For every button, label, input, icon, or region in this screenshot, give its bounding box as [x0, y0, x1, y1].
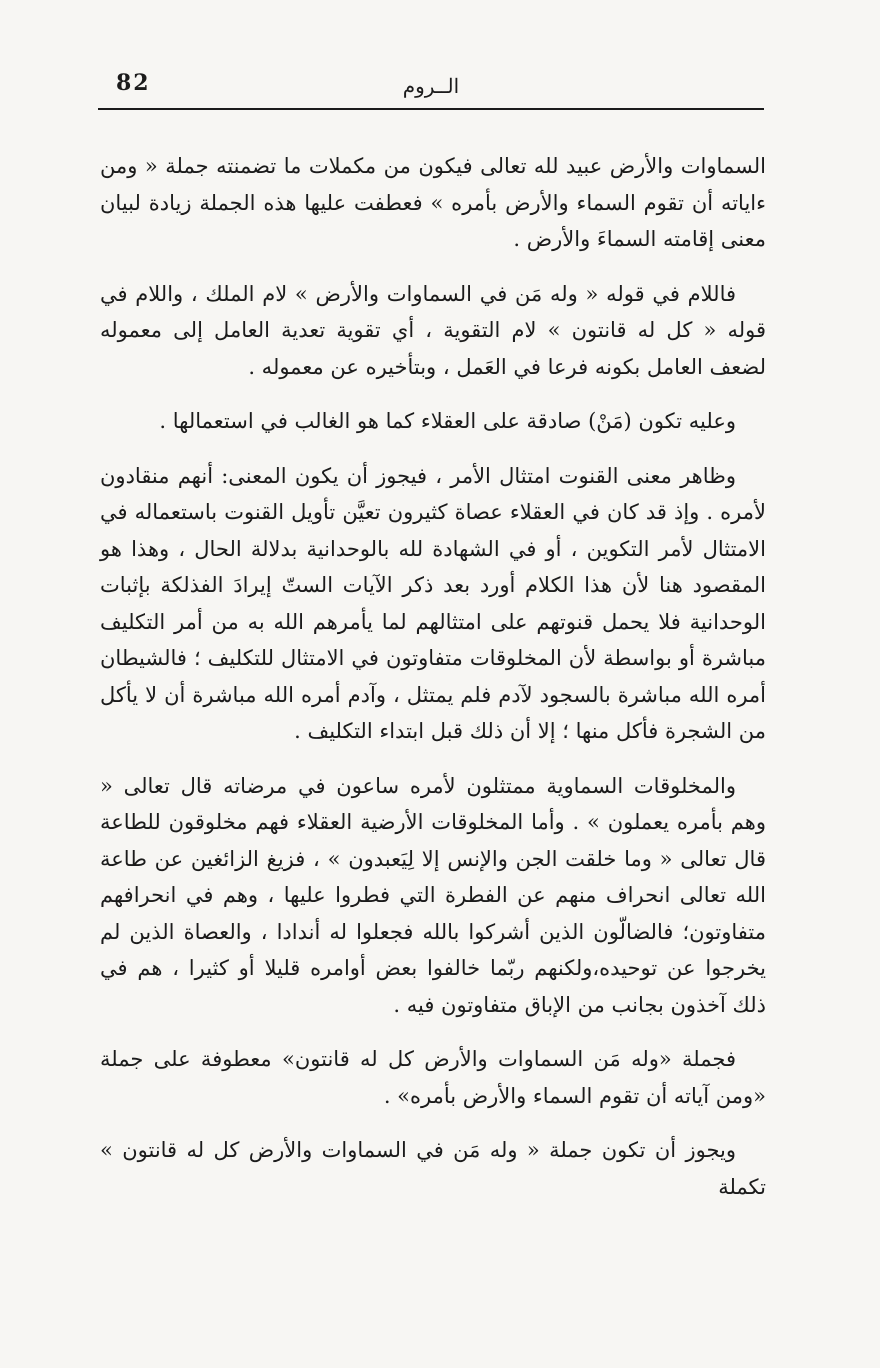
page-number: 82 [116, 70, 151, 96]
body-text [100, 148, 766, 1205]
paragraph-1: السماوات والأرض عبيد لله تعالى فيكون من مكملات ما تضمنته جملة « ومن ءاياته أن تقوم السماء والأرض بأمره » فعطفت عليها هذه الجملة زيادة لبيان معنى إقامته السماءَ والأرض . [100, 154, 766, 251]
paragraph-6: فجملة «وله مَن السماوات والأرض كل له قانتون» معطوفة على جملة «ومن آياته أن تقوم السماء والأرض بأمره» . [100, 1047, 766, 1108]
paragraph-2: فاللام في قوله « وله مَن في السماوات والأرض » لام الملك ، واللام في قوله « كل له قانتون » لام التقوية ، أي تقوية تعدية العامل إلى معموله لضعف العامل بكونه فرعا في العَمل ، وبتأخيره عن معموله . [100, 281, 766, 379]
header-rule [98, 108, 764, 110]
paragraph-5: والمخلوقات السماوية ممتثلون لأمره ساعون في مرضاته قال تعالى « وهم بأمره يعملون » . وأما المخلوقات الأرضية العقلاء فهم مخلوقون للطاعة قال تعالى « وما خلقت الجن والإنس إلا لِيَعبدون » ، فزيغ الزائغين عن طاعة الله تعالى انحراف منهم عن الفطرة التي فطروا عليها ، وهم في انحرافهم متفاوتون؛ فالضالّون الذين أشركوا بالله فجعلوا له أندادا ، والعصاة الذين لم يخرجوا عن توحيده،ولكنهم ربّما خالفوا بعض أوامره قليلا أو كثيرا ، هم في ذلك آخذون بجانب من الإباق متفاوتون فيه . [100, 773, 766, 1017]
running-title: الــروم [402, 74, 460, 98]
paragraph-7: ويجوز أن تكون جملة « وله مَن في السماوات والأرض كل له قانتون » تكملة [100, 1138, 766, 1199]
paragraph-4: وظاهر معنى القنوت امتثال الأمر ، فيجوز أن يكون المعنى: أنهم منقادون لأمره . وإذ قد كان في العقلاء عصاة كثيرون تعيَّن تأويل القنوت باستعماله في الامتثال لأمر التكوين ، أو في الشهادة لله بالوحدانية بدلالة الحال ، وهذا هو المقصود هنا لأن هذا الكلام أورد بعد ذكر الآيات الستّ إيرادَ الفذلكة بإثبات الوحدانية فلا يحمل قنوتهم على امتثالهم لما يأمرهم الله به من أمر التكليف مباشرة أو بواسطة لأن المخلوقات متفاوتون في الامتثال للتكليف ؛ فالشيطان أمره الله مباشرة بالسجود لآدم فلم يمتثل ، وآدم أمره الله مباشرة أن لا يأكل من الشجرة فأكل منها ؛ إلا أن ذلك قبل ابتداء التكليف . [100, 463, 766, 743]
page-header [98, 64, 764, 104]
paragraph-3: وعليه تكون (مَنْ) صادقة على العقلاء كما هو الغالب في استعمالها . [159, 409, 736, 433]
